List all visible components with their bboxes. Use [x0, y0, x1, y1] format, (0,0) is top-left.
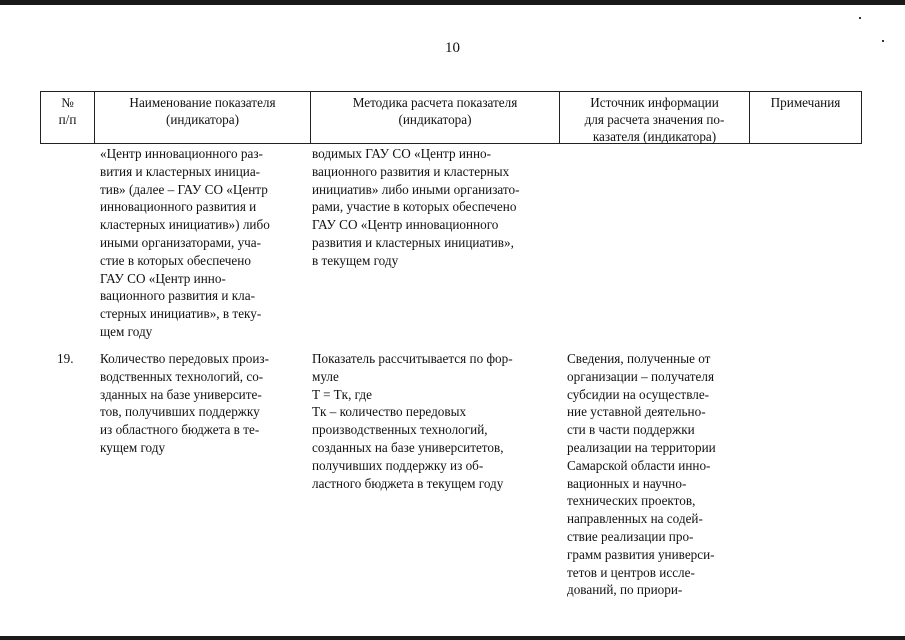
- continuation-calculation-method: водимых ГАУ СО «Центр инно- вационного развития и кластерных инициатив» либо иными организато- рами, участие в которых обеспечено ГАУ СО «Центр инновационного развития и кластерных инициатив», в текущем году: [312, 146, 520, 268]
- continuation-indicator-name: «Центр инновационного раз- вития и кластерных инициа- тив» (далее – ГАУ СО «Центр инновационного развития и кластерных инициатив») либо иными организаторами, уча- стие в которых обеспечено ГАУ СО «Центр инно- вационного развития и кла- стерных инициатив», в теку- щем году: [100, 146, 270, 339]
- header-number: № п/п: [41, 92, 95, 143]
- scan-edge-top: [0, 0, 905, 5]
- row-19-number: 19.: [57, 351, 74, 366]
- page-number: 10: [445, 40, 460, 56]
- scan-edge-bottom: [0, 636, 905, 640]
- row-19-information-source: Сведения, полученные от организации – получателя субсидии на осуществле- ние уставной деятельно- сти в части поддержки реализации на территории Самарской области инно- вационных и научно- технических проектов, направленных на содей- ствие реализации про- грамм развития универси- тетов и центров иссле- дований, по приори-: [567, 351, 716, 598]
- row-19-calculation-method: Показатель рассчитывается по фор- муле T = Tк, где Tк – количество передовых производственных технологий, созданных на базе университетов, получивших поддержку из об- ластного бюджета в текущем году: [312, 351, 513, 491]
- header-information-source: Источник информации для расчета значения по- казателя (индикатора): [560, 92, 750, 143]
- header-notes: Примечания: [770, 95, 841, 110]
- header-calculation-method: Методика расчета показателя (индикатора): [311, 92, 560, 143]
- scan-speck: [859, 17, 861, 19]
- table-header: [40, 91, 862, 144]
- header-indicator-name: Наименование показателя (индикатора): [95, 92, 311, 143]
- row-19-indicator-name: Количество передовых произ- водственных технологий, со- зданных на базе университе- тов, получивших поддержку из областного бюджета в те- кущем году: [100, 351, 270, 455]
